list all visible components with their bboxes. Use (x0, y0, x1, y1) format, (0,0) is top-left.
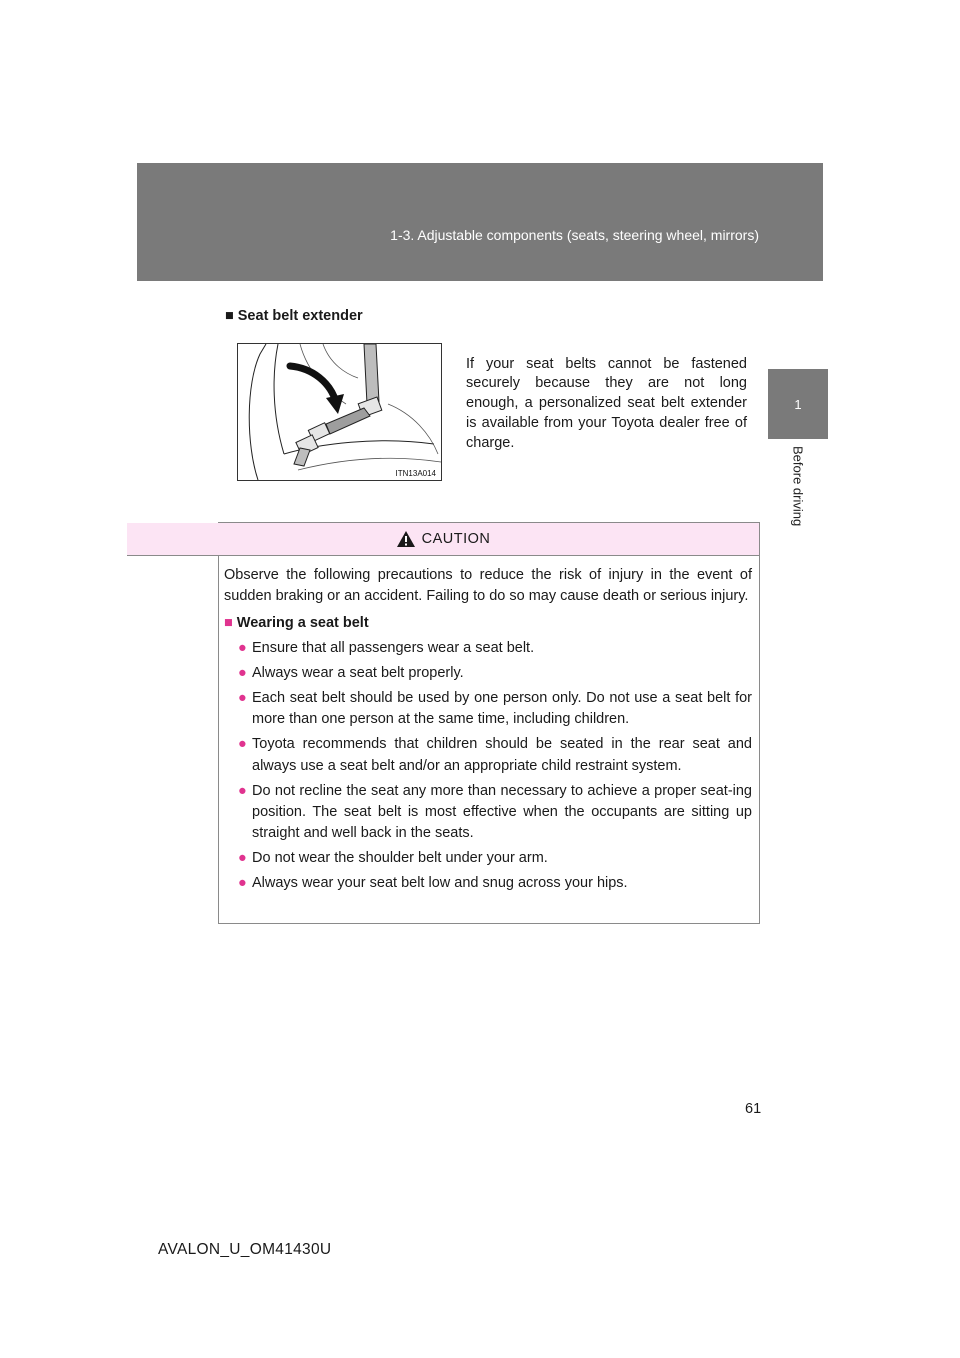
caution-header (127, 523, 759, 556)
chapter-label: Before driving (790, 446, 806, 527)
caution-bullet-list (224, 638, 752, 895)
bullet-text: Ensure that all passengers wear a seat belt. (252, 639, 535, 656)
bullet-dot-icon: ● (238, 736, 247, 753)
section-intro-text: If your seat belts cannot be fastened securely because they are not long enough, a personalized seat belt extender is available from your Toyota dealer free of charge. (466, 355, 747, 451)
list-item (224, 781, 752, 845)
bullet-dot-icon: ● (238, 689, 247, 706)
bullet-dot-icon: ● (238, 664, 247, 681)
bullet-text: Always wear a seat belt properly. (252, 664, 464, 681)
figure-code: ITN13A014 (395, 469, 436, 478)
list-item (224, 663, 752, 684)
section-title: 1-3. Adjustable components (seats, steering wheel, mirrors) (390, 227, 759, 243)
caution-intro: Observe the following precautions to reduce the risk of injury in the event of sudden braking or an accident. Failing to do so may cause death or serious injury. (224, 567, 752, 605)
caution-subheading (224, 613, 752, 634)
header-band (137, 163, 823, 281)
warning-triangle-icon (396, 530, 416, 548)
bullet-text: Each seat belt should be used by one person only. Do not use a seat belt for more than one person at the same time, including children. (252, 689, 752, 728)
list-item (224, 688, 752, 731)
bullet-dot-icon: ● (238, 782, 247, 799)
chapter-tab (768, 369, 828, 439)
document-code: AVALON_U_OM41430U (158, 1241, 332, 1258)
section-heading (225, 308, 363, 324)
caution-title: CAUTION (421, 531, 491, 547)
bullet-dot-icon: ● (238, 639, 247, 656)
subheading-text: Wearing a seat belt (236, 614, 369, 631)
heading-marker: ■ (225, 308, 234, 324)
chapter-number: 1 (794, 396, 802, 412)
caution-body (219, 556, 759, 895)
bullet-dot-icon: ● (238, 850, 247, 867)
caution-box (218, 522, 760, 924)
page-number: 61 (745, 1101, 762, 1117)
list-item (224, 873, 752, 894)
bullet-text: Do not wear the shoulder belt under your arm. (252, 850, 548, 867)
subheading-marker: ■ (224, 614, 233, 631)
list-item (224, 734, 752, 777)
list-item (224, 848, 752, 869)
seat-illustration-drawing (238, 344, 441, 480)
bullet-dot-icon: ● (238, 875, 247, 892)
bullet-text: Toyota recommends that children should be seated in the rear seat and always use a seat belt and/or an appropriate child restraint system. (252, 736, 752, 774)
chapter-label-container (768, 446, 828, 546)
list-item (224, 638, 752, 659)
bullet-text: Always wear your seat belt low and snug across your hips. (252, 875, 628, 892)
seat-belt-extender-illustration (237, 343, 442, 481)
bullet-text: Do not recline the seat any more than necessary to achieve a proper seat-ing position. The seat belt is most effective when the occupants are sitting up straight and well back in the seats. (252, 782, 752, 842)
heading-text: Seat belt extender (237, 308, 363, 324)
